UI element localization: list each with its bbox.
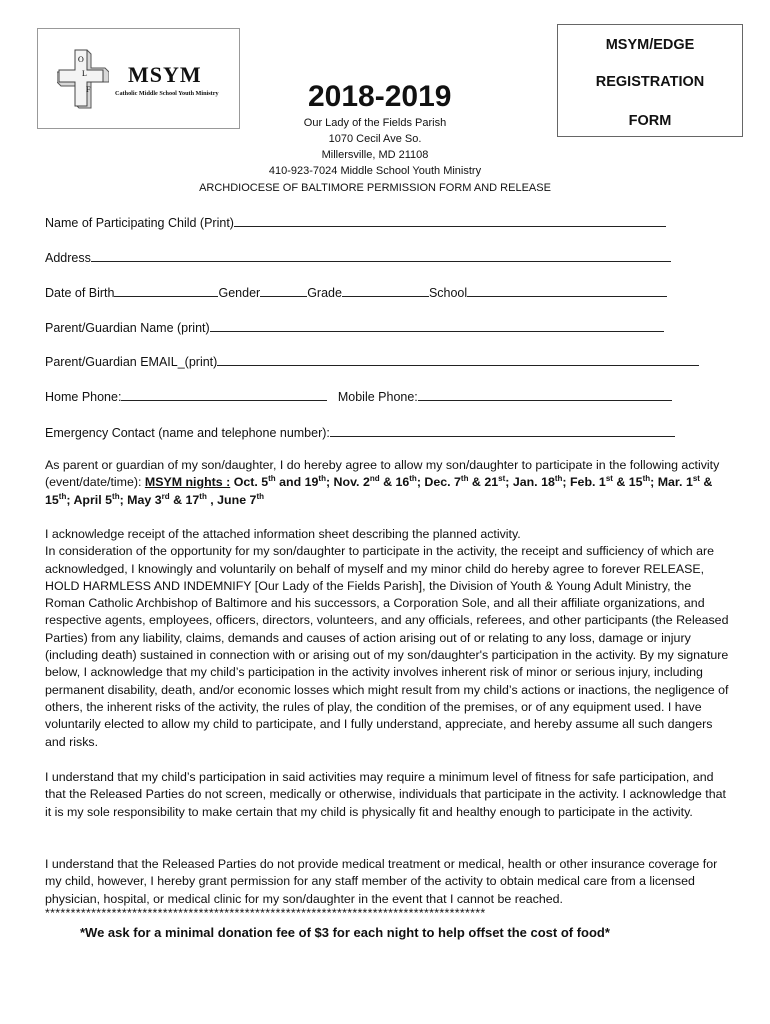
release-text: In consideration of the opportunity for my son/daughter to participate in the activity, the receipt and sufficiency of which are acknowledged, I knowingly and voluntarily on behalf of myself and my minor child do hereby agree to forever RELEASE, HOLD HARMLESS AND INDEMNIFY [Our Lady of the Fields Parish], the Division of Youth & Young Adult Ministry, the Roman Catholic Archbishop of Baltimore and his successors, a Corporation Sole, and all their affiliate organizations, and respective agents, employees, officers, directors, volunteers, and any officials, referees, and other participants (the Released Parties) from any liability, claims, demands and causes of action arising out of or relating to any loss, damage or injury (including death) sustained in connection with or arising out of my son/daughter's participation in the activity. By my signature below, I acknowledge that my child’s participation in the activity involves inherent risk of minor or serious injury, including permanent disability, death, and/or economic losses which might result from my child’s actions or inactions, the negligence of others, the inherent risks of the activity, the rules of play, the condition of the premises, or of any equipment used. I have voluntarily elected to allow my child to participate, and I fully understand, appreciate, and hereby assume all such dangers and risks.	[45, 544, 729, 749]
parish-name: Our Lady of the Fields Parish	[303, 117, 447, 129]
release-paragraph	[45, 526, 729, 751]
school-label: School	[428, 286, 468, 300]
mobile-phone-label: Mobile Phone:	[337, 390, 418, 404]
medical-paragraph: I understand that the Released Parties do not provide medical treatment or medical, health or other insurance coverage for my child, however, I hereby grant permission for any staff member of the activity to obtain medical care from a licensed physician, hospital, or medical clinic for my son/daughter in the event that I cannot be reached.	[45, 857, 718, 906]
child-name-label: Name of Participating Child (Print)	[45, 216, 234, 230]
dob-label: Date of Birth	[45, 286, 115, 300]
logo-subtitle: Catholic Middle School Youth Ministry	[115, 90, 219, 97]
child-name-row	[45, 214, 666, 230]
dob-field[interactable]	[114, 284, 218, 297]
acknowledge-line: I acknowledge receipt of the attached information sheet describing the planned activity.	[45, 527, 521, 541]
donation-note: *We ask for a minimal donation fee of $3 for each night to help offset the cost of food*	[80, 925, 610, 940]
agreement-paragraph	[45, 457, 729, 509]
emergency-field[interactable]	[330, 424, 675, 437]
reg-box-line2: REGISTRATION	[595, 74, 705, 90]
fitness-paragraph: I understand that my child’s participation in said activities may require a minimum level of fitness for safe participation, and that the Released Parties do not screen, medically or otherwise, individuals that participate in the activity. I acknowledge that it is my sole responsibility to make certain that my child is physically fit and healthy enough to participate in the activity.	[45, 770, 726, 819]
parent-email-field[interactable]	[217, 353, 699, 366]
dob-row	[45, 284, 667, 300]
address-field[interactable]	[91, 249, 671, 262]
address-label: Address	[45, 251, 91, 265]
grade-field[interactable]	[342, 284, 429, 297]
agreement-intro: As parent or guardian of my son/daughter, I do hereby agree to allow my son/daughter to participate in the following activity (event/date/time):	[45, 458, 720, 490]
school-field[interactable]	[467, 284, 667, 297]
registration-box	[557, 24, 743, 137]
cross-logo-icon	[57, 48, 109, 110]
parent-name-row	[45, 319, 664, 335]
msym-nights-label: MSYM nights :	[144, 475, 231, 490]
gender-field[interactable]	[260, 284, 307, 297]
parent-email-row	[45, 353, 699, 369]
star-divider: **************************************************************************************	[45, 906, 486, 920]
school-year-title: 2018-2019	[308, 80, 452, 113]
parish-street: 1070 Cecil Ave So.	[328, 133, 422, 145]
reg-box-line3: FORM	[628, 113, 672, 129]
home-phone-field[interactable]	[121, 388, 327, 401]
logo-letter-f: F	[86, 85, 91, 94]
gender-label: Gender	[218, 286, 261, 300]
mobile-phone-field[interactable]	[418, 388, 672, 401]
address-row	[45, 249, 671, 265]
reg-box-line1: MSYM/EDGE	[605, 37, 695, 53]
child-name-field[interactable]	[234, 214, 666, 227]
parent-email-label: Parent/Guardian EMAIL_(print)	[45, 355, 218, 369]
logo-letter-o: O	[78, 55, 84, 64]
parish-city: Millersville, MD 21108	[321, 149, 429, 161]
logo-letter-l: L	[82, 69, 87, 78]
form-subtitle: ARCHDIOCESE OF BALTIMORE PERMISSION FORM AND RELEASE	[199, 182, 551, 194]
emergency-label: Emergency Contact (name and telephone number):	[45, 426, 330, 440]
activity-dates: Oct. 5th and 19th; Nov. 2nd & 16th; Dec. 7th & 21st; Jan. 18th; Feb. 1st & 15th; Mar. 1st & 15th; April 5th; May 3rd & 17th , June 7th	[45, 474, 713, 507]
home-phone-label: Home Phone:	[45, 390, 122, 404]
phone-row	[45, 388, 672, 404]
parish-phone: 410-923-7024 Middle School Youth Ministry	[268, 165, 482, 177]
grade-label: Grade	[307, 286, 342, 300]
emergency-row	[45, 424, 675, 440]
logo-title: MSYM	[128, 62, 202, 87]
parent-name-label: Parent/Guardian Name (print)	[45, 321, 210, 335]
parent-name-field[interactable]	[210, 319, 664, 332]
